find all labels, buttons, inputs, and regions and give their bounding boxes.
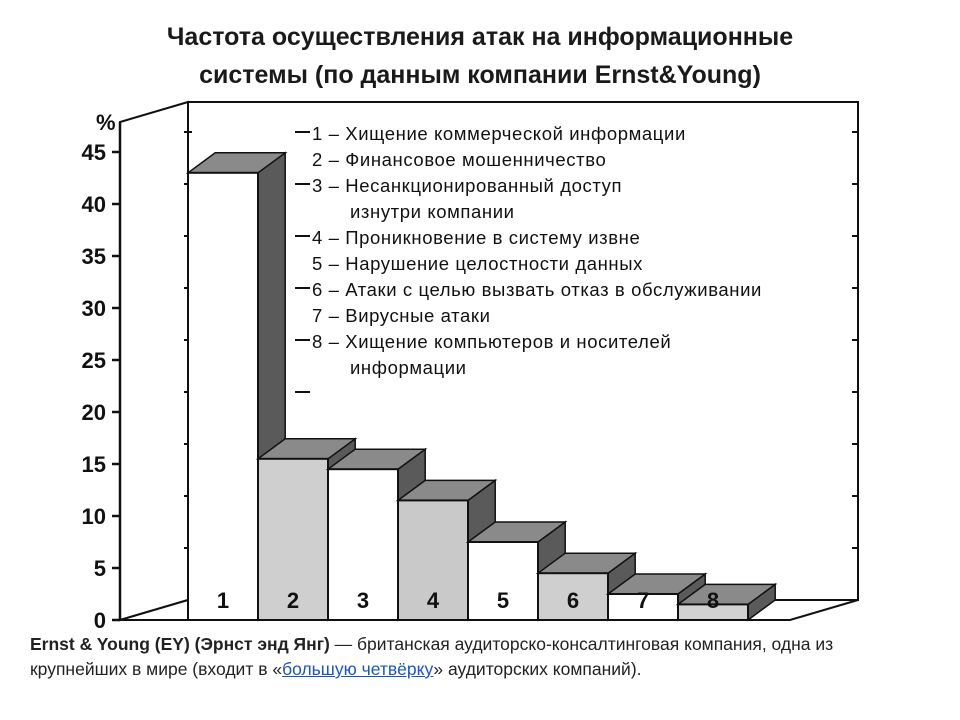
y-tick-label: 30 (81, 296, 106, 321)
legend-entry-1: 1 – Хищение коммерческой информации (312, 123, 686, 144)
legend-entry-7: 7 – Вирусные атаки (312, 305, 491, 326)
x-tick-label: 4 (426, 588, 440, 613)
footnote-text-2: » аудиторских компаний). (433, 659, 642, 679)
legend-entry-8: 8 – Хищение компьютеров и носителей (312, 331, 672, 352)
x-tick-label: 5 (496, 588, 510, 613)
legend-entry-5: 5 – Нарушение целостности данных (312, 253, 643, 274)
y-tick-label: 10 (81, 504, 106, 529)
legend-entry-8: информации (350, 357, 467, 378)
y-tick-label: 40 (81, 192, 106, 217)
y-axis-label: % (96, 110, 116, 135)
legend-entry-4: 4 – Проникновение в систему извне (312, 227, 641, 248)
y-tick-label: 35 (81, 244, 106, 269)
x-tick-label: 2 (286, 588, 300, 613)
bar-front (188, 173, 258, 620)
x-tick-label: 6 (566, 588, 580, 613)
y-tick-label: 20 (81, 400, 106, 425)
title-line-2: системы (по данным компании Ernst&Young) (199, 61, 761, 89)
left-wall (120, 102, 188, 620)
big-four-link[interactable]: большую четвёрку (282, 659, 434, 679)
footnote (30, 632, 930, 682)
y-tick-label: 5 (93, 556, 106, 581)
title-line-1: Частота осуществления атак на информационные (166, 23, 794, 51)
y-tick-label: 25 (81, 348, 106, 373)
slide-title (60, 18, 900, 94)
x-tick-label: 3 (356, 588, 370, 613)
x-tick-label: 7 (636, 588, 650, 613)
y-tick-label: 45 (81, 140, 106, 165)
x-tick-label: 1 (216, 588, 230, 613)
x-tick-label: 8 (706, 588, 720, 613)
legend-entry-2: 2 – Финансовое мошенничество (312, 149, 607, 170)
footnote-company: Ernst & Young (EY) (Эрнст энд Янг) (30, 634, 330, 654)
legend-entry-6: 6 – Атаки с целью вызвать отказ в обслуживании (312, 279, 762, 300)
footnote-text-1: — британская аудиторско-консалтинговая компания, одна из крупнейших в мире (входит в « (30, 634, 834, 679)
y-tick-label: 15 (81, 452, 106, 477)
bar-chart-3d (0, 100, 960, 630)
y-tick-label: 0 (93, 608, 106, 630)
y-axis (82, 110, 120, 630)
legend-entry-3: изнутри компании (350, 201, 515, 222)
legend-entry-3: 3 – Несанкционированный доступ (312, 175, 623, 196)
